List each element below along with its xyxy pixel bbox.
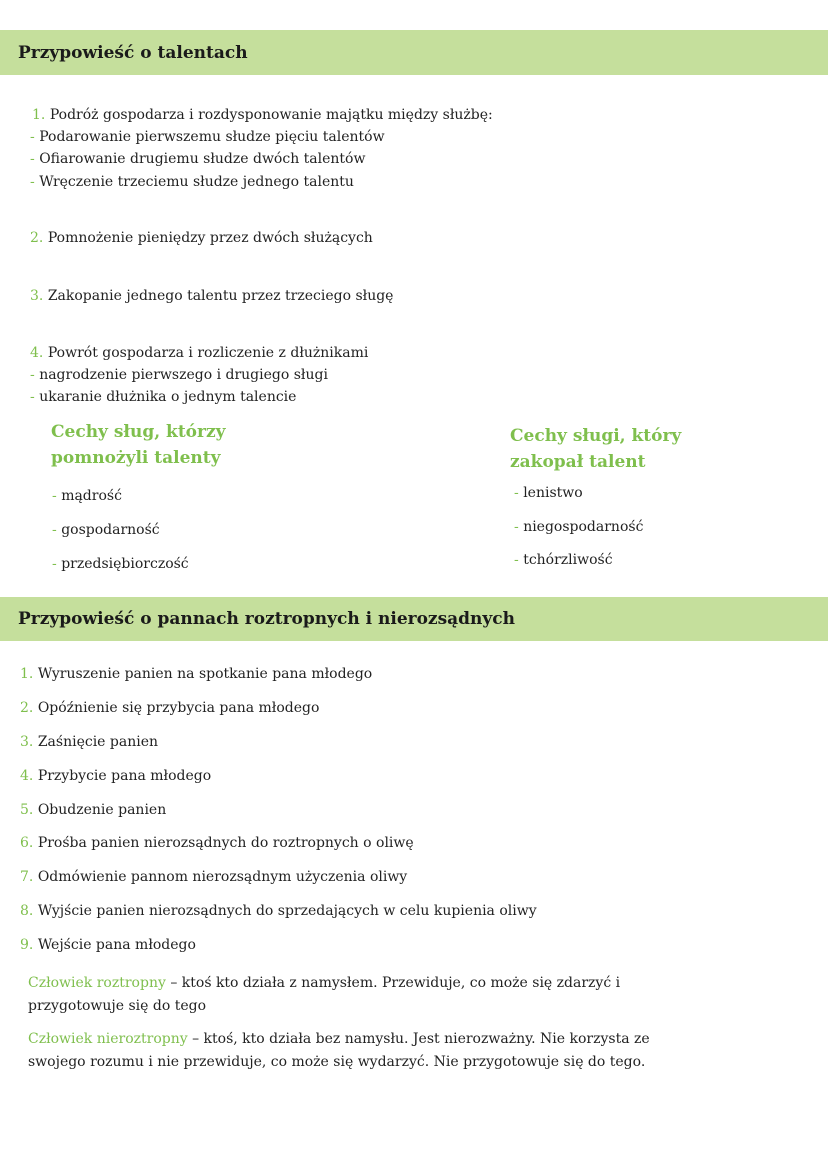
list-item: 7. Odmówienie pannom nierozsądnym użyczenia oliwy — [20, 869, 408, 885]
trait-item: - gospodarność — [52, 522, 160, 538]
trait-item: - lenistwo — [514, 485, 583, 501]
list-item: 5. Obudzenie panien — [20, 802, 167, 818]
section-title-talents — [0, 30, 828, 75]
list-item: 6. Prośba panien nierozsądnych do roztropnych o oliwę — [20, 835, 414, 851]
list-item-3: 3. Zakopanie jednego talentu przez trzeciego sługę — [30, 288, 394, 304]
sub-item: - Ofiarowanie drugiemu słudze dwóch talentów — [30, 151, 366, 167]
trait-item: - tchórzliwość — [514, 552, 613, 568]
list-item: 4. Przybycie pana młodego — [20, 768, 212, 784]
sub-item: - Podarowanie pierwszemu słudze pięciu talentów — [30, 129, 385, 145]
trait-item: - przedsiębiorczość — [52, 556, 189, 572]
traits-heading-buried: Cechy sługi, który zakopał talent — [510, 426, 682, 472]
trait-item: - mądrość — [52, 488, 122, 504]
list-item: 8. Wyjście panien nierozsądnych do sprzedających w celu kupienia oliwy — [20, 903, 537, 919]
section-title-text: Przypowieść o pannach roztropnych i nierozsądnych — [18, 609, 516, 629]
definition-imprudent: Człowiek nieroztropny – ktoś, kto działa bez namysłu. Jest nierozważny. Nie korzysta ze swojego rozumu i nie przewiduje, co może się wydarzyć. Nie przygotowuje się do tego. — [28, 1031, 650, 1070]
list-item-4: 4. Powrót gospodarza i rozliczenie z dłużnikami — [30, 345, 369, 361]
sub-item: - Wręczenie trzeciemu słudze jednego talentu — [30, 174, 354, 190]
section-title-text: Przypowieść o talentach — [18, 42, 248, 63]
list-item: 3. Zaśnięcie panien — [20, 734, 159, 750]
trait-item: - niegospodarność — [514, 519, 644, 535]
list-item-1: 1. Podróż gospodarza i rozdysponowanie majątku między służbę: — [32, 107, 493, 123]
sub-item: - ukaranie dłużnika o jednym talencie — [30, 389, 297, 405]
definition-prudent: Człowiek roztropny – ktoś kto działa z namysłem. Przewiduje, co może się zdarzyć i przygotowuje się do tego — [28, 975, 621, 1014]
list-item: 2. Opóźnienie się przybycia pana młodego — [20, 700, 320, 716]
section-title-virgins — [0, 597, 828, 641]
list-item: 1. Wyruszenie panien na spotkanie pana młodego — [20, 666, 373, 682]
sub-item: - nagrodzenie pierwszego i drugiego sługi — [30, 367, 328, 383]
traits-heading-multiplied: Cechy sług, którzy pomnożyli talenty — [51, 422, 226, 468]
list-item-2: 2. Pomnożenie pieniędzy przez dwóch służących — [30, 230, 373, 246]
list-item: 9. Wejście pana młodego — [20, 937, 196, 953]
